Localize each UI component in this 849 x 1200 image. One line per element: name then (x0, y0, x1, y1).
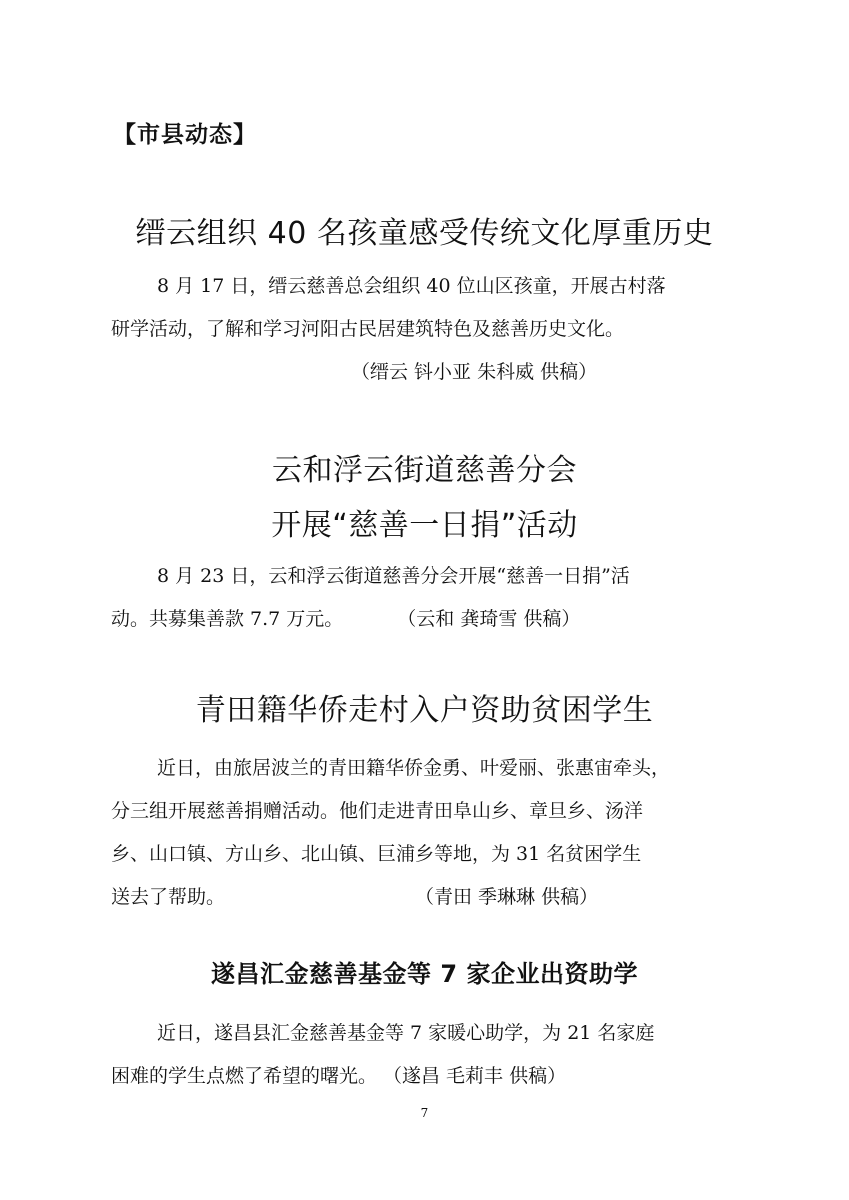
article-2-body (111, 555, 743, 641)
article-4-title: 遂昌汇金慈善基金等 7 家企业出资助学 (211, 960, 638, 988)
article-4-line-1: 近日，遂昌县汇金慈善基金等 7 家暖心助学，为 21 名家庭 (157, 1022, 655, 1044)
article-3-line-4-wrap (111, 876, 743, 919)
article-2-title-line-1: 云和浮云街道慈善分会 (272, 453, 577, 488)
article-1-body (111, 265, 743, 394)
article-1-line-2: 研学活动，了解和学习河阳古民居建筑特色及慈善历史文化。 (111, 318, 625, 340)
article-1-line-1: 8 月 17 日，缙云慈善总会组织 40 位山区孩童，开展古村落 (157, 275, 666, 297)
article-2-line-2-wrap (111, 598, 743, 641)
article-1-credit: （缙云 钭小亚 朱科威 供稿） (351, 361, 598, 383)
article-2-title-line-2: 开展“慈善一日捐”活动 (271, 508, 578, 543)
article-3-line-4: 送去了帮助。 (111, 886, 226, 908)
article-3-line-2: 分三组开展慈善捐赠活动。他们走进青田阜山乡、章旦乡、汤洋 (111, 800, 644, 822)
article-2-credit: （云和 龚琦雪 供稿） (397, 608, 581, 630)
article-3-title: 青田籍华侨走村入户资助贫困学生 (195, 693, 654, 728)
section-label: 【市县动态】 (113, 122, 257, 148)
article-3-body (111, 747, 743, 919)
page-number: 7 (420, 1106, 429, 1120)
article-4-body (111, 1012, 743, 1098)
article-4-line-2-wrap (111, 1055, 743, 1098)
article-3-line-1: 近日，由旅居波兰的青田籍华侨金勇、叶爱丽、张惠宙牵头， (157, 757, 671, 779)
article-2-line-2: 动。共募集善款 7.7 万元。 (111, 608, 344, 630)
article-3-credit: （青田 季琳琳 供稿） (415, 886, 599, 908)
article-4-line-2: 困难的学生点燃了希望的曙光。 (111, 1065, 378, 1087)
article-1-title: 缙云组织 40 名孩童感受传统文化厚重历史 (135, 216, 714, 251)
article-2-line-1: 8 月 23 日，云和浮云街道慈善分会开展“慈善一日捐”活 (157, 565, 630, 587)
article-3-line-3: 乡、山口镇、方山乡、北山镇、巨浦乡等地，为 31 名贫困学生 (111, 843, 642, 865)
article-4-credit: （遂昌 毛莉丰 供稿） (383, 1065, 567, 1087)
